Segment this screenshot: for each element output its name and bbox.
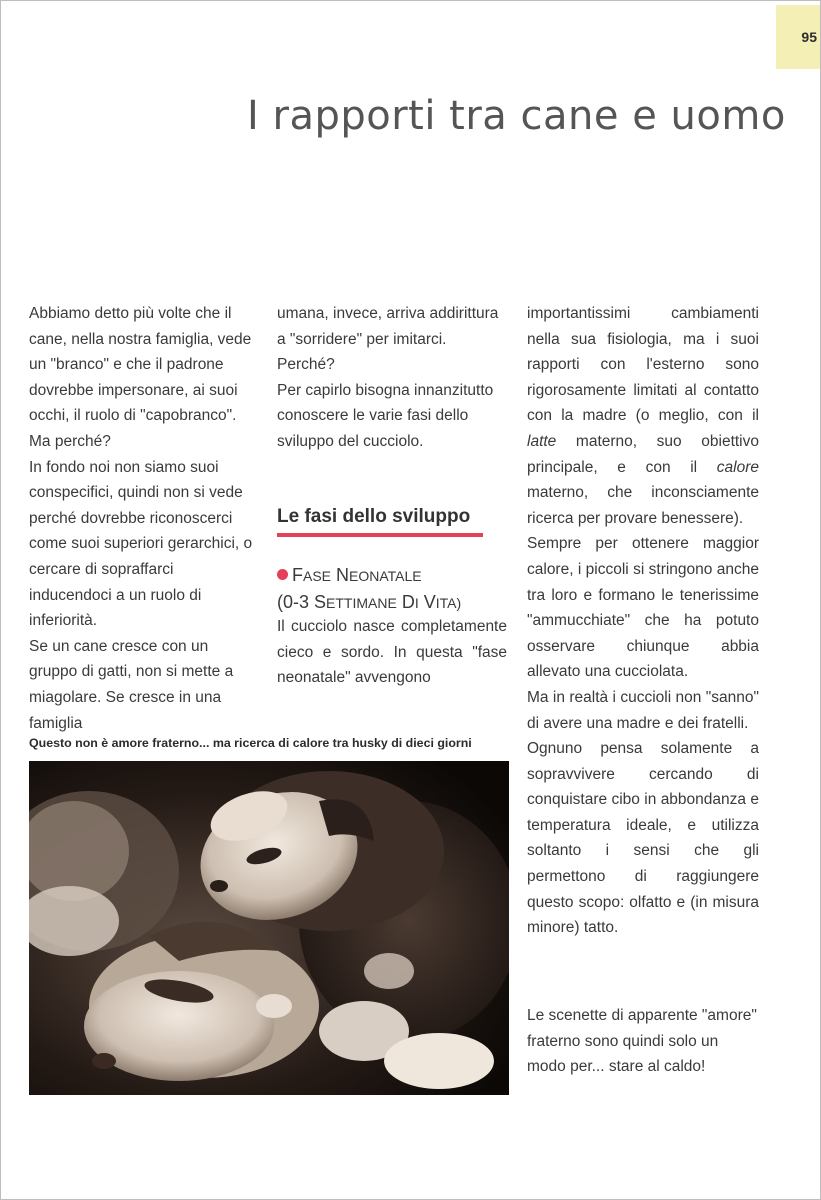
paragraph: Sempre per ottenere maggior calore, i piccoli si stringono anche tra loro e formano le tenerissime "ammucchiate" che ha potuto osservare chiunque abbia allevato una cucciolata. — [527, 535, 759, 681]
page-number-tab — [776, 5, 820, 69]
paragraph — [527, 301, 759, 531]
puppies-illustration — [29, 761, 509, 1095]
paragraph: Abbiamo detto più volte che il cane, nella nostra famiglia, vede un "branco" e che il padrone dovrebbe impersonare, ai suoi occhi, il ruolo di "capobranco". Ma perché? — [29, 305, 252, 450]
page-title: I rapporti tra cane e uomo — [247, 93, 786, 139]
text-column-3-ending — [527, 1003, 759, 1080]
text-run: materno, che inconsciamente ricerca per provare benessere). — [527, 484, 759, 527]
paragraph: Per capirlo bisogna innanzitutto conoscere le varie fasi dello sviluppo del cucciolo. — [277, 381, 494, 450]
paragraph: Le scenette di apparente "amore" fraterno sono quindi solo un modo per... stare al caldo! — [527, 1007, 757, 1076]
text-run: importantissimi cambiamenti nella sua fisiologia, ma i suoi rapporti con l'esterno sono rigorosamente limitati al contatto con la madre (o meglio, con il — [527, 305, 759, 425]
subheading-line-1 — [277, 562, 517, 589]
photo-caption: Questo non è amore fraterno... ma ricerca di calore tra husky di dieci giorni — [29, 736, 472, 750]
subheading-range: (0-3 SETTIMANE DI VITA) — [277, 592, 462, 612]
section-heading: Le fasi dello sviluppo — [277, 506, 483, 537]
text-run: materno, suo obiettivo principale, e con il — [527, 432, 759, 476]
paragraph: In fondo noi non siamo suoi conspecifici, quindi non si vede perché dovrebbe riconoscerci come suoi superiori gerarchici, o cercare di sopraffarci inducendoci a un ruolo di inferiorità. — [29, 458, 253, 630]
page-number: 95 — [801, 29, 817, 45]
text-column-2-continued — [277, 614, 507, 691]
paragraph: Ma in realtà i cuccioli non "sanno" di avere una madre e dei fratelli. — [527, 688, 759, 732]
subheading-block — [277, 562, 517, 616]
subheading-line-2 — [277, 589, 517, 616]
text-column-3 — [527, 301, 759, 941]
subheading-title: FASE NEONATALE — [292, 565, 422, 585]
bullet-dot-icon — [277, 569, 288, 580]
paragraph: umana, invece, arriva addirittura a "sorridere" per imitarci. Perché? — [277, 305, 499, 374]
paragraph: Il cucciolo nasce completamente cieco e sordo. In questa "fase neonatale" avvengono — [277, 618, 507, 687]
text-column-1 — [29, 301, 257, 736]
text-column-2 — [277, 301, 507, 455]
paragraph: Se un cane cresce con un gruppo di gatti, non si mette a miagolare. Se cresce in una famiglia — [29, 637, 234, 732]
emphasis-calore: calore — [716, 458, 759, 476]
section-heading-block — [277, 506, 483, 537]
emphasis-latte: latte — [527, 432, 557, 450]
husky-puppies-photo — [29, 761, 509, 1095]
paragraph: Ognuno pensa solamente a sopravvivere cercando di conquistare cibo in abbondanza e temperatura ideale, e utilizza soltanto i sensi che gli permettono di raggiungere questo scopo: olfatto e (in misura minore) tatto. — [527, 740, 759, 937]
